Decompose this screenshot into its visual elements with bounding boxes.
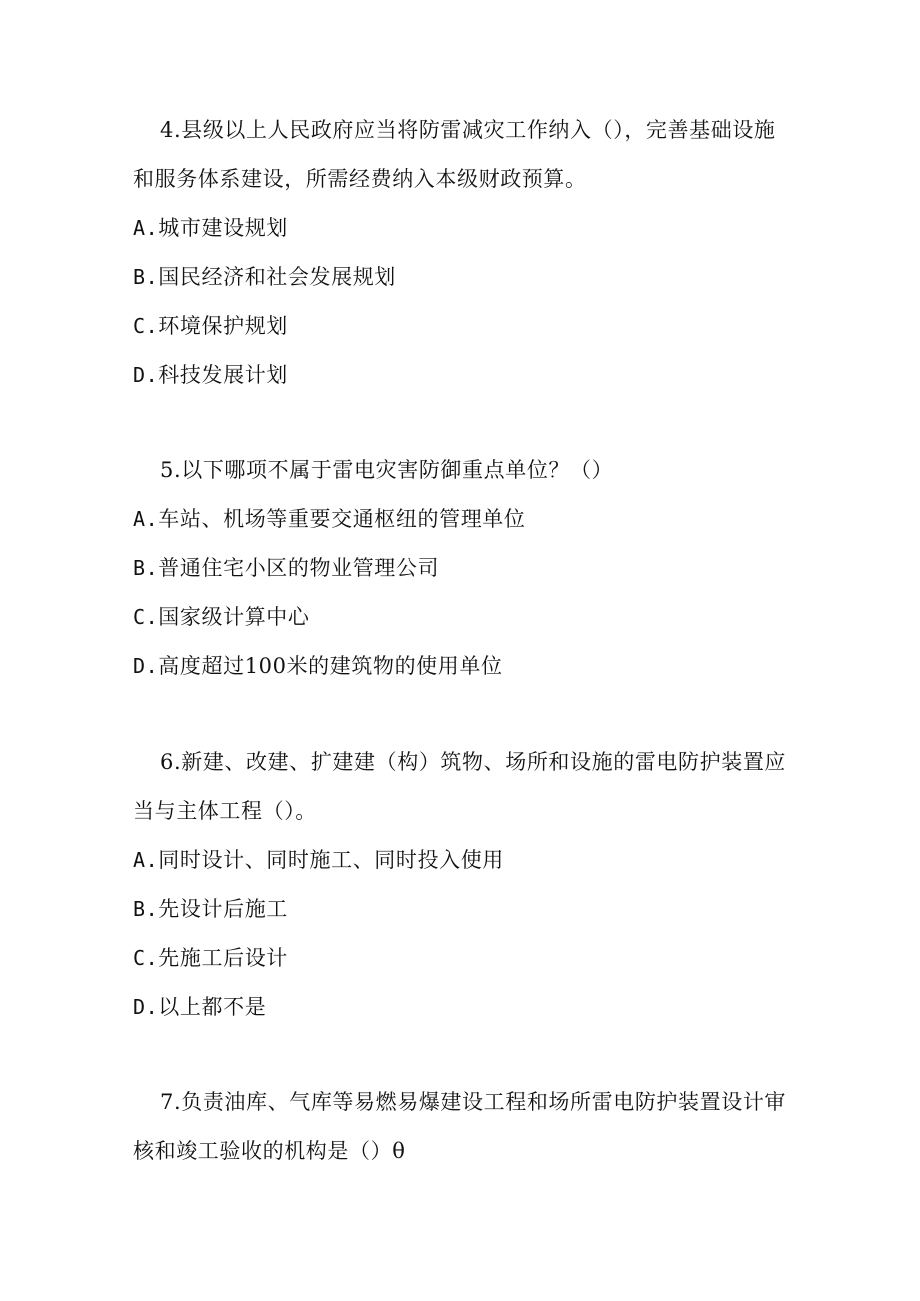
option-text: 高度超过100米的建筑物的使用单位: [158, 654, 503, 678]
option-b: [133, 885, 793, 934]
option-b: [133, 253, 793, 302]
question-stem: 6.新建、改建、扩建建（构）筑物、场所和设施的雷电防护装置应当与主体工程（）。: [133, 750, 787, 823]
option-letter: A.: [133, 216, 159, 240]
option-letter: A.: [133, 507, 159, 531]
option-text: 同时设计、同时施工、同时投入使用: [158, 848, 504, 872]
option-letter: B.: [133, 556, 159, 580]
option-d: [133, 351, 793, 400]
option-letter: D.: [133, 654, 159, 678]
option-text: 车站、机场等重要交通枢纽的管理单位: [158, 507, 526, 531]
option-text: 城市建设规划: [158, 216, 288, 240]
question-7: [133, 1078, 793, 1176]
option-letter: C.: [133, 946, 159, 970]
option-text: 国家级计算中心: [158, 605, 310, 629]
option-d: [133, 642, 793, 691]
option-b: [133, 544, 793, 593]
option-letter: D.: [133, 995, 159, 1019]
option-text: 科技发展计划: [158, 363, 288, 387]
option-text: 环境保护规划: [158, 314, 288, 338]
question-stem: 4.县级以上人民政府应当将防雷减灾工作纳入（），完善基础设施和服务体系建设，所需经费纳入本级财政预算。: [133, 118, 776, 191]
option-c: [133, 934, 793, 983]
option-letter: B.: [133, 897, 159, 921]
question-5: [133, 446, 793, 691]
option-letter: C.: [133, 314, 159, 338]
option-c: [133, 593, 793, 642]
option-letter: C.: [133, 605, 159, 629]
option-text: 普通住宅小区的物业管理公司: [158, 556, 440, 580]
option-c: [133, 302, 793, 351]
option-text: 先施工后设计: [158, 946, 288, 970]
question-stem: 5.以下哪项不属于雷电灾害防御重点单位？（）: [160, 458, 614, 482]
option-letter: B.: [133, 265, 159, 289]
option-letter: D.: [133, 363, 159, 387]
option-d: [133, 983, 793, 1032]
option-text: 以上都不是: [158, 995, 267, 1019]
option-letter: A.: [133, 848, 159, 872]
option-a: [133, 495, 793, 544]
option-text: 先设计后施工: [158, 897, 288, 921]
question-4: [133, 106, 793, 400]
option-a: [133, 836, 793, 885]
question-6: [133, 738, 793, 1032]
question-stem: 7.负责油库、气库等易燃易爆建设工程和场所雷电防护装置设计审核和竣工验收的机构是（）θ: [133, 1090, 787, 1163]
option-text: 国民经济和社会发展规划: [158, 265, 396, 289]
option-a: [133, 204, 793, 253]
